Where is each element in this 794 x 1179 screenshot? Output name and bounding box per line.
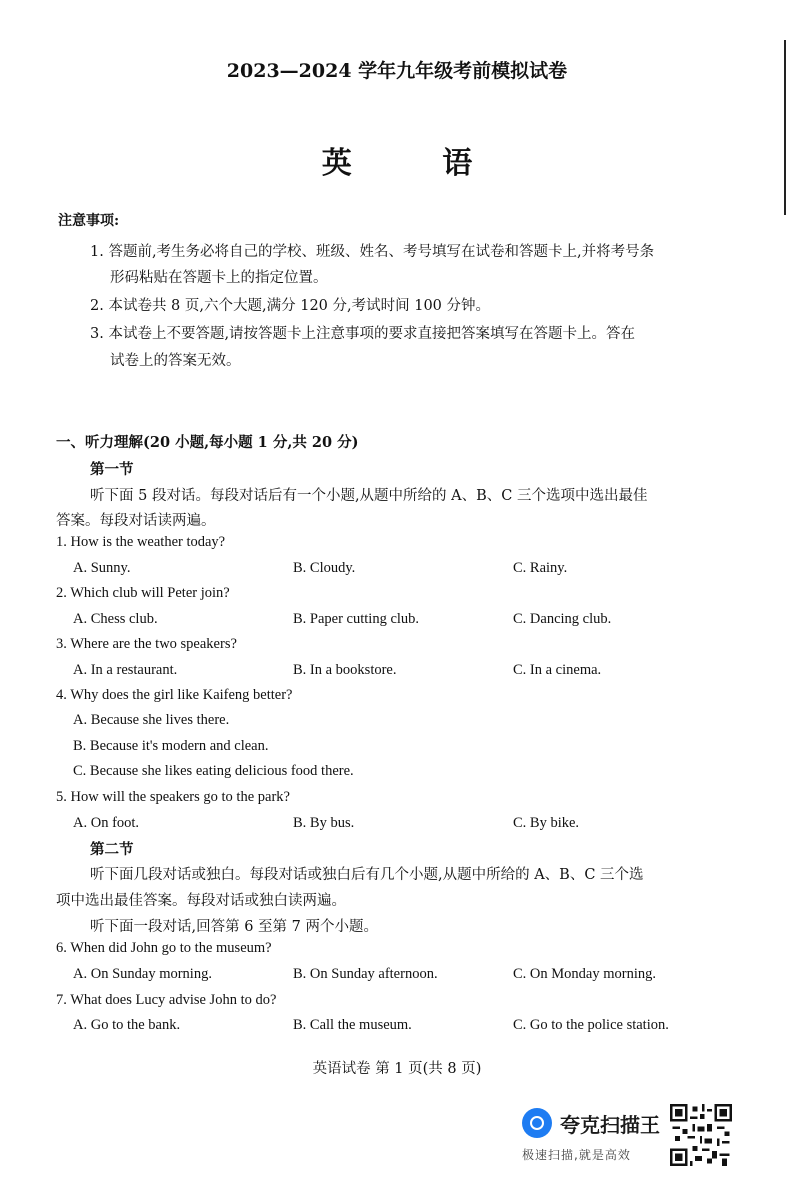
option-c: C. Go to the police station.	[513, 1017, 669, 1033]
part2-label: 第二节	[90, 841, 134, 858]
option-a: A. Sunny.	[73, 560, 131, 576]
question-stem: 7. What does Lucy advise John to do?	[56, 992, 277, 1008]
option-b: B. Because it's modern and clean.	[73, 738, 269, 754]
part2-instruction-1: 听下面几段对话或独白。每段对话或独白后有几个小题,从题中所给的 A、B、C 三个选	[90, 867, 644, 883]
option-c: C. Because she likes eating delicious food there.	[73, 763, 354, 779]
question-stem: 3. Where are the two speakers?	[56, 636, 237, 652]
question-stem: 4. Why does the girl like Kaifeng better?	[56, 687, 293, 703]
option-b: B. In a bookstore.	[293, 662, 397, 678]
question-stem: 6. When did John go to the museum?	[56, 940, 272, 956]
note-line-1: 1. 答题前,考生务必将自己的学校、班级、姓名、考号填写在试卷和答题卡上,并将考号条	[90, 244, 655, 260]
option-b: B. Call the museum.	[293, 1017, 412, 1033]
question-stem: 1. How is the weather today?	[56, 534, 226, 550]
notes-heading: 注意事项:	[58, 213, 120, 229]
question-stem: 2. Which club will Peter join?	[56, 585, 230, 601]
note-line-5: 试卷上的答案无效。	[110, 353, 241, 369]
exam-title: 2023—2024 学年九年级考前模拟试卷	[226, 60, 568, 82]
option-a: A. Because she lives there.	[73, 712, 230, 728]
note-line-4: 3. 本试卷上不要答题,请按答题卡上注意事项的要求直接把答案填写在答题卡上。答在	[90, 326, 636, 342]
question-stem: 5. How will the speakers go to the park?	[56, 789, 290, 805]
subject-title: 英 语	[321, 146, 513, 181]
section-heading: 一、听力理解(20 小题,每小题 1 分,共 20 分)	[56, 434, 359, 451]
option-c: C. Dancing club.	[513, 611, 612, 627]
note-line-3: 2. 本试卷共 8 页,六个大题,满分 120 分,考试时间 100 分钟。	[90, 298, 491, 314]
option-a: A. On foot.	[73, 815, 140, 831]
option-b: B. By bus.	[293, 815, 355, 831]
part1-instruction-1: 听下面 5 段对话。每段对话后有一个小题,从题中所给的 A、B、C 三个选项中选出最佳	[90, 488, 648, 504]
part1-instruction-2: 答案。每段对话读两遍。	[56, 513, 216, 529]
watermark-name: 夸克扫描王	[560, 1113, 660, 1137]
option-c: C. On Monday morning.	[513, 966, 656, 982]
part1-label: 第一节	[90, 461, 134, 478]
qr-code-icon	[670, 1104, 732, 1166]
page-footer: 英语试卷 第 1 页(共 8 页)	[312, 1061, 482, 1077]
option-a: A. In a restaurant.	[73, 662, 178, 678]
option-c: C. By bike.	[513, 815, 580, 831]
option-a: A. On Sunday morning.	[73, 966, 212, 982]
watermark-tagline: 极速扫描,就是高效	[522, 1148, 631, 1162]
option-b: B. Paper cutting club.	[293, 611, 420, 627]
quark-logo-icon	[522, 1108, 552, 1138]
option-c: C. Rainy.	[513, 560, 568, 576]
scanner-watermark	[520, 1104, 790, 1168]
option-b: B. On Sunday afternoon.	[293, 966, 438, 982]
note-line-2: 形码粘贴在答题卡上的指定位置。	[110, 270, 328, 286]
option-b: B. Cloudy.	[293, 560, 356, 576]
part2-instruction-3: 听下面一段对话,回答第 6 至第 7 两个小题。	[90, 919, 378, 935]
option-a: A. Chess club.	[73, 611, 158, 627]
part2-instruction-2: 项中选出最佳答案。每段对话或独白读两遍。	[56, 893, 346, 909]
option-a: A. Go to the bank.	[73, 1017, 181, 1033]
option-c: C. In a cinema.	[513, 662, 602, 678]
